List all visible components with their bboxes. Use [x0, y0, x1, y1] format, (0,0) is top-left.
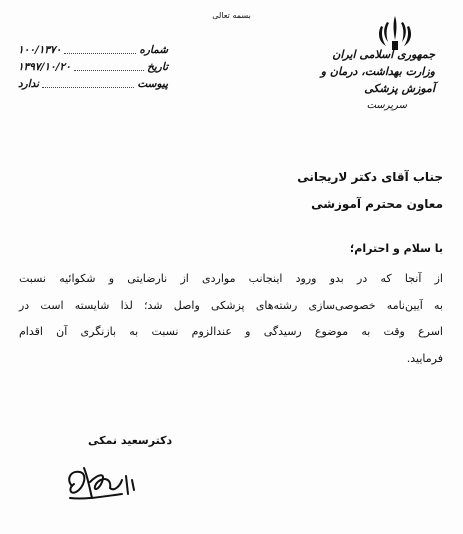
number-value: ۱۰۰/۱۳۷۰ [18, 44, 62, 56]
addressee-name: جناب آقای دکتر لاریجانی [297, 170, 443, 184]
letter-body [19, 266, 443, 372]
ministry-header [285, 46, 435, 115]
meta-number-row [18, 42, 168, 59]
body-line: اسرع وقت به موضوع رسیدگی و عندالزوم نسبت به بازنگری آن اقدام [19, 325, 443, 338]
ministry-country: جمهوری اسلامی ایران [332, 48, 435, 61]
date-label: تاریخ [147, 61, 168, 73]
addressee [297, 164, 443, 218]
invocation-text: بسمه تعالی [212, 11, 251, 20]
body-line: به آیین‌نامه خصوصی‌سازی رشته‌های پزشکی واصل شد؛ لذا شایسته است در [19, 298, 443, 312]
meta-date-row [18, 59, 168, 76]
attachment-label: پیوست [137, 78, 168, 90]
ministry-name: وزارت بهداشت، درمان و آموزش پزشکی [320, 65, 435, 95]
ministry-office: سرپرست [366, 100, 407, 111]
attachment-value: ندارد [18, 78, 40, 90]
letter-meta [18, 42, 168, 93]
date-value: ۱۳۹۷/۱۰/۲۰ [18, 61, 71, 73]
addressee-title: معاون محترم آموزشی [311, 197, 443, 211]
meta-attachment-row [18, 76, 168, 93]
salutation: با سلام و احترام؛ [349, 242, 443, 255]
signature-icon [62, 456, 142, 504]
number-label: شماره [139, 44, 168, 56]
body-line: فرمایید. [406, 351, 443, 365]
body-line: از آنجا که در بدو ورود اینجانب مواردی از نارضایتی و شکوائیه نسبت [19, 272, 443, 285]
signer-name: دکترسعید نمکی [88, 434, 173, 447]
